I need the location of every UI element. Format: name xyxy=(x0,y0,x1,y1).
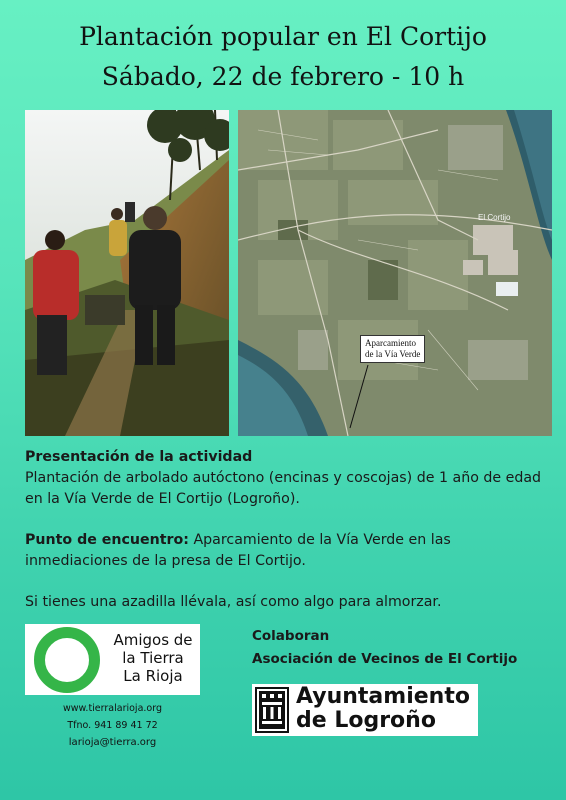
amigos-de-la-tierra-logo xyxy=(25,624,200,695)
map-parking-label-line1: Aparcamiento xyxy=(365,338,416,348)
event-date: Sábado, 22 de febrero - 10 h xyxy=(101,62,465,91)
email-link[interactable]: larioja@tierra.org xyxy=(68,737,157,748)
meeting-point xyxy=(25,530,553,572)
logo-line-2: la Tierra xyxy=(122,649,184,667)
meeting-point-text: Aparcamiento de la Vía Verde en las inmediaciones de la presa de El Cortijo. xyxy=(25,532,451,569)
logrono-shield-icon xyxy=(254,686,290,734)
ayto-line-1: Ayuntamiento xyxy=(296,684,470,709)
map-parking-label xyxy=(360,335,425,363)
aerial-map-photo xyxy=(238,110,552,436)
bring-note: Si tienes una azadilla llévala, así como algo para almorzar. xyxy=(25,594,442,610)
logo-line-1: Amigos de xyxy=(113,631,193,649)
collaborator-association: Asociación de Vecinos de El Cortijo xyxy=(252,651,518,667)
meeting-point-label: Punto de encuentro: xyxy=(25,532,189,548)
activity-heading: Presentación de la actividad xyxy=(25,449,253,465)
map-town-label: El Cortijo xyxy=(478,213,511,222)
collaborators-title: Colaboran xyxy=(252,628,330,644)
phone-number: Tfno. 941 89 41 72 xyxy=(67,720,158,731)
ayto-line-2: de Logroño xyxy=(296,708,436,733)
page-title: Plantación popular en El Cortijo xyxy=(79,22,487,51)
website-link[interactable]: www.tierralarioja.org xyxy=(62,703,162,714)
logo-line-3: La Rioja xyxy=(123,667,183,685)
green-ring-icon xyxy=(34,627,100,693)
hikers-photo xyxy=(25,110,229,436)
map-parking-label-line2: de la Vía Verde xyxy=(365,349,421,359)
ayuntamiento-logrono-logo xyxy=(252,684,478,736)
activity-description: Plantación de arbolado autóctono (encinas y coscojas) de 1 año de edad en la Vía Verde de El Cortijo (Logroño). xyxy=(25,470,542,507)
